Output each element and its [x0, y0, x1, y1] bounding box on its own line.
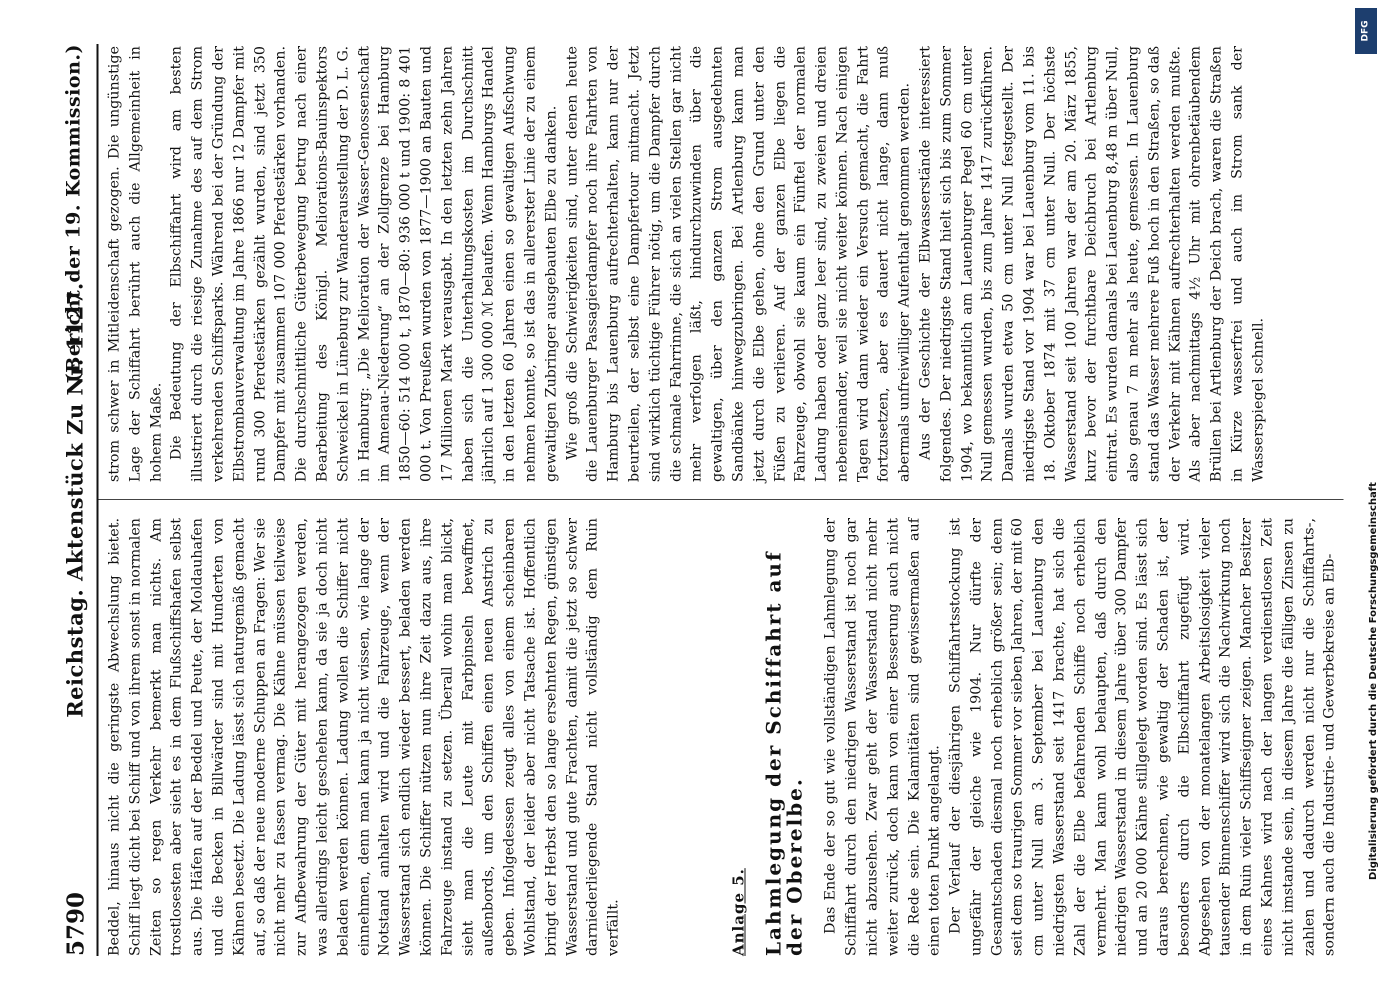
left-column — [104, 518, 1340, 956]
left-paragraph-3: Der Verlauf der diesjährigen Schiffahrtsstockung ist ungefähr der gleiche wie 1904. Nur dürfte der Gesamtschaden diesmal noch erheblich größer sein; denn seit dem so traurigen Sommer vor sieben Jahren, der mit 60 cm unter Null am 3. September bei Lauenburg den niedrigsten Wasserstand seit 1417 brachte, hat sich die Zahl der die Elbe befahrenden Schiffe noch erheblich vermehrt. Man kann wohl behaupten, daß durch den niedrigen Wasserstand in diesem Jahre über 300 Dampfer und an 20 000 Kähne stillgelegt worden sind. Es lässt sich daraus berechnen, wie gewaltig der Schaden ist, der besonders durch die Elbschiffahrt zugefügt wird. Abgesehen von der monatelangen Arbeitslosigkeit vieler tausender Binnenschiffer wird sich die Nachwirkung noch in dem Ruin vieler Schiffseigner zeigen. Mancher Besitzer eines Kahnes wird nach der langen verdienstlosen Zeit nicht imstande sein, in diesem Jahre die fälligen Zinsen zu zahlen und dadurch werden nicht nur die Schiffahrts-, sondern auch die Industrie- und Gewerbekreise an Elb- — [947, 518, 1338, 956]
column-divider — [98, 499, 1343, 500]
right-paragraph-1: strom schwer in Mitleidenschaft gezogen. Die ungünstige Lage der Schiffahrt berührt auch die Allgemeinheit in hohem Maße. — [106, 46, 164, 482]
dfg-logo: DFG — [1355, 8, 1377, 54]
annex-label: Anlage 5. — [728, 868, 747, 956]
digitization-sidebar — [1351, 0, 1383, 1000]
right-paragraph-3: Wie groß die Schwierigkeiten sind, unter denen heute die Lauenburger Passagierdampfer noch ihre Fahrten von Hamburg bis Lauenburg aufrechterhalten, kann nur der beurteilen, der selbst eine Dampfertour mitmacht. Jetzt sind wirklich tüchtige Führer nötig, um die Dampfer durch die schmale Fahrrinne, die sich an vielen Stellen gar nicht mehr verfolgen läßt, hindurchzuwinden über die gewaltigen, über den ganzen Strom ausgedehnten Sandbänke hinwegzubringen. Bei Artlenburg kann man jetzt durch die Elbe gehen, ohne den Grund unter den Füßen zu verlieren. Auf der ganzen Elbe liegen die Fahrzeuge, obwohl sie kaum ein Fünftel der normalen Ladung haben oder ganz leer sind, zu zweien und dreien nebeneinander, weil sie nicht weiter können. Nach einigen Tagen wird dann wieder ein Versuch gemacht, die Fahrt fortzusetzen, aber es dauert nicht lange, dann muß abermals unfreiwilliger Aufenthalt genommen werden. — [563, 46, 913, 482]
header-title: Reichstag. Aktenstück Zu Nr. 1127. — [62, 282, 87, 718]
right-column — [104, 46, 1269, 482]
right-paragraph-4: Aus der Geschichte der Elbwasserstände interessiert folgendes. Der niedrigste Stand hielt sich bis zum Sommer 1904, wo bekanntlich am Lauenburger Pegel 60 cm unter Null gemessen wurden, bis zum Jahre 1417 zurückführen. Damals wurden etwa 50 cm unter Null festgestellt. Der niedrigste Stand vor 1904 war bei Lauenburg vom 11. bis 18. Oktober 1874 mit 37 cm unter Null. Der höchste Wasserstand seit 100 Jahren war der am 20. März 1855, kurz bevor der furchtbare Deichbruch bei Artlenburg eintrat. Es wurden damals bei Lauenburg 8,48 m über Null, also genau 7 m mehr als heute, gemessen. In Lauenburg stand das Wasser mehrere Fuß hoch in den Straßen, so daß der Verkehr mit Kähnen aufrechterhalten werden mußte. Als aber nachmittags 4½ Uhr mit ohrenbetäubendem Brüllen bei Artlenburg der Deich brach, waren die Straßen in Kürze wasserfrei und auch im Strom sank der Wasserspiegel schnell. — [917, 46, 1266, 482]
page-header — [58, 44, 98, 956]
digitization-credit: Digitalisierung gefördert durch die Deutsche Forschungsgemeinschaft — [1368, 482, 1379, 880]
right-paragraph-2: Die Bedeutung der Elbschiffahrt wird am besten illustriert durch die riesige Zunahme des auf dem Strom verkehrenden Schiffsparks. Während bei der Gründung der Elbstrombauverwaltung im Jahre 1866 nur 12 Dampfer mit rund 300 Pferdestärken gezählt wurden, sind jetzt 350 Dampfer mit zusammen 107 000 Pferdestärken vorhanden. Die durchschnittliche Güterbewegung betrug nach einer Bearbeitung des Königl. Meliorations-Bauinspektors Schweickel in Lüneburg zur Wanderausstellung der D. L. G. in Hamburg: „Die Melioration der Wasser-Genossenschaft im Amenau-Niederung“ an der Zollgrenze bei Hamburg 1850—60: 514 000 t, 1870—80: 936 000 t und 1900: 8 401 000 t. Von Preußen wurden von 1877—1900 an Bauten und 17 Millionen Mark verausgabt. In den letzten zehn Jahren haben sich die Unterhaltungskosten im Durchschnitt jährlich auf 1 300 000 ℳ belaufen. Wenn Hamburgs Handel in den letzten 60 Jahren einen so gewaltigen Aufschwung nehmen konnte, so ist das in allererster Linie der zu einem gewaltigen Zubringer ausgebauten Elbe zu danken. — [168, 46, 559, 482]
header-report-title: (Bericht der 19. Kommission.) — [62, 44, 84, 383]
section-title: Lahmlegung der Schiffahrt auf der Oberelbe. — [760, 550, 806, 956]
header-rule — [96, 44, 98, 956]
left-paragraph-1: Beddel, hinaus nicht die geringste Abwechslung bietet. Schiff liegt dicht bei Schiff und von ihrem sonst in normalen Zeiten so regen Verkehr bemerkt man nichts. Am trostlosesten aber sieht es in dem Flußschiffshafen selbst aus. Die Häfen auf der Beddel und Peute, der Moldauhafen und die Becken in Billwärder sind mit Hunderten von Kähnen besetzt. Die Ladung lässt sich naturgemäß gemacht auf, so daß der neue moderne Schuppen an Fragen: Wer sie nicht mehr zu fassen vermag. Die Kähne müssen teilweise zur Aufbewahrung der Güter mit herangezogen werden, was allerdings leicht geschehen kann, da sie ja doch nicht beladen werden können. Ladung wollen die Schiffer nicht einnehmen, denn man kann ja nicht wissen, wie lange der Notstand anhalten wird und die Fahrzeuge, wenn der Wasserstand sich endlich wieder bessert, beladen werden können. Die Schiffer nützen nun ihre Zeit dazu aus, ihre Fahrzeuge instand zu setzen. Überall wohin man blickt, sieht man die Leute mit Farbpinseln bewaffnet, außenbords, um den Schiffen einen neuen Anstrich zu geben. Infolgedessen zeugt alles von einem scheinbaren Wohlstand, der leider aber nicht Tatsache ist. Hoffentlich bringt der Herbst den so lange ersehnten Regen, günstigen Wasserstand und gute Frachten, damit die jetzt so schwer darniederliegende Stand nicht vollständig dem Ruin verfällt. — [106, 518, 622, 956]
page-number: 5790 — [62, 891, 89, 956]
left-paragraph-2: Das Ende der so gut wie vollständigen Lahmlegung der Schiffahrt durch den niedrigen Wasserstand ist noch gar nicht abzusehen. Zwar geht der Wasserstand nicht mehr weiter zurück, doch kann von einer Besserung auch nicht die Rede sein. Die Kalamitäten sind gewissermaßen auf einen toten Punkt angelangt. — [822, 518, 943, 956]
